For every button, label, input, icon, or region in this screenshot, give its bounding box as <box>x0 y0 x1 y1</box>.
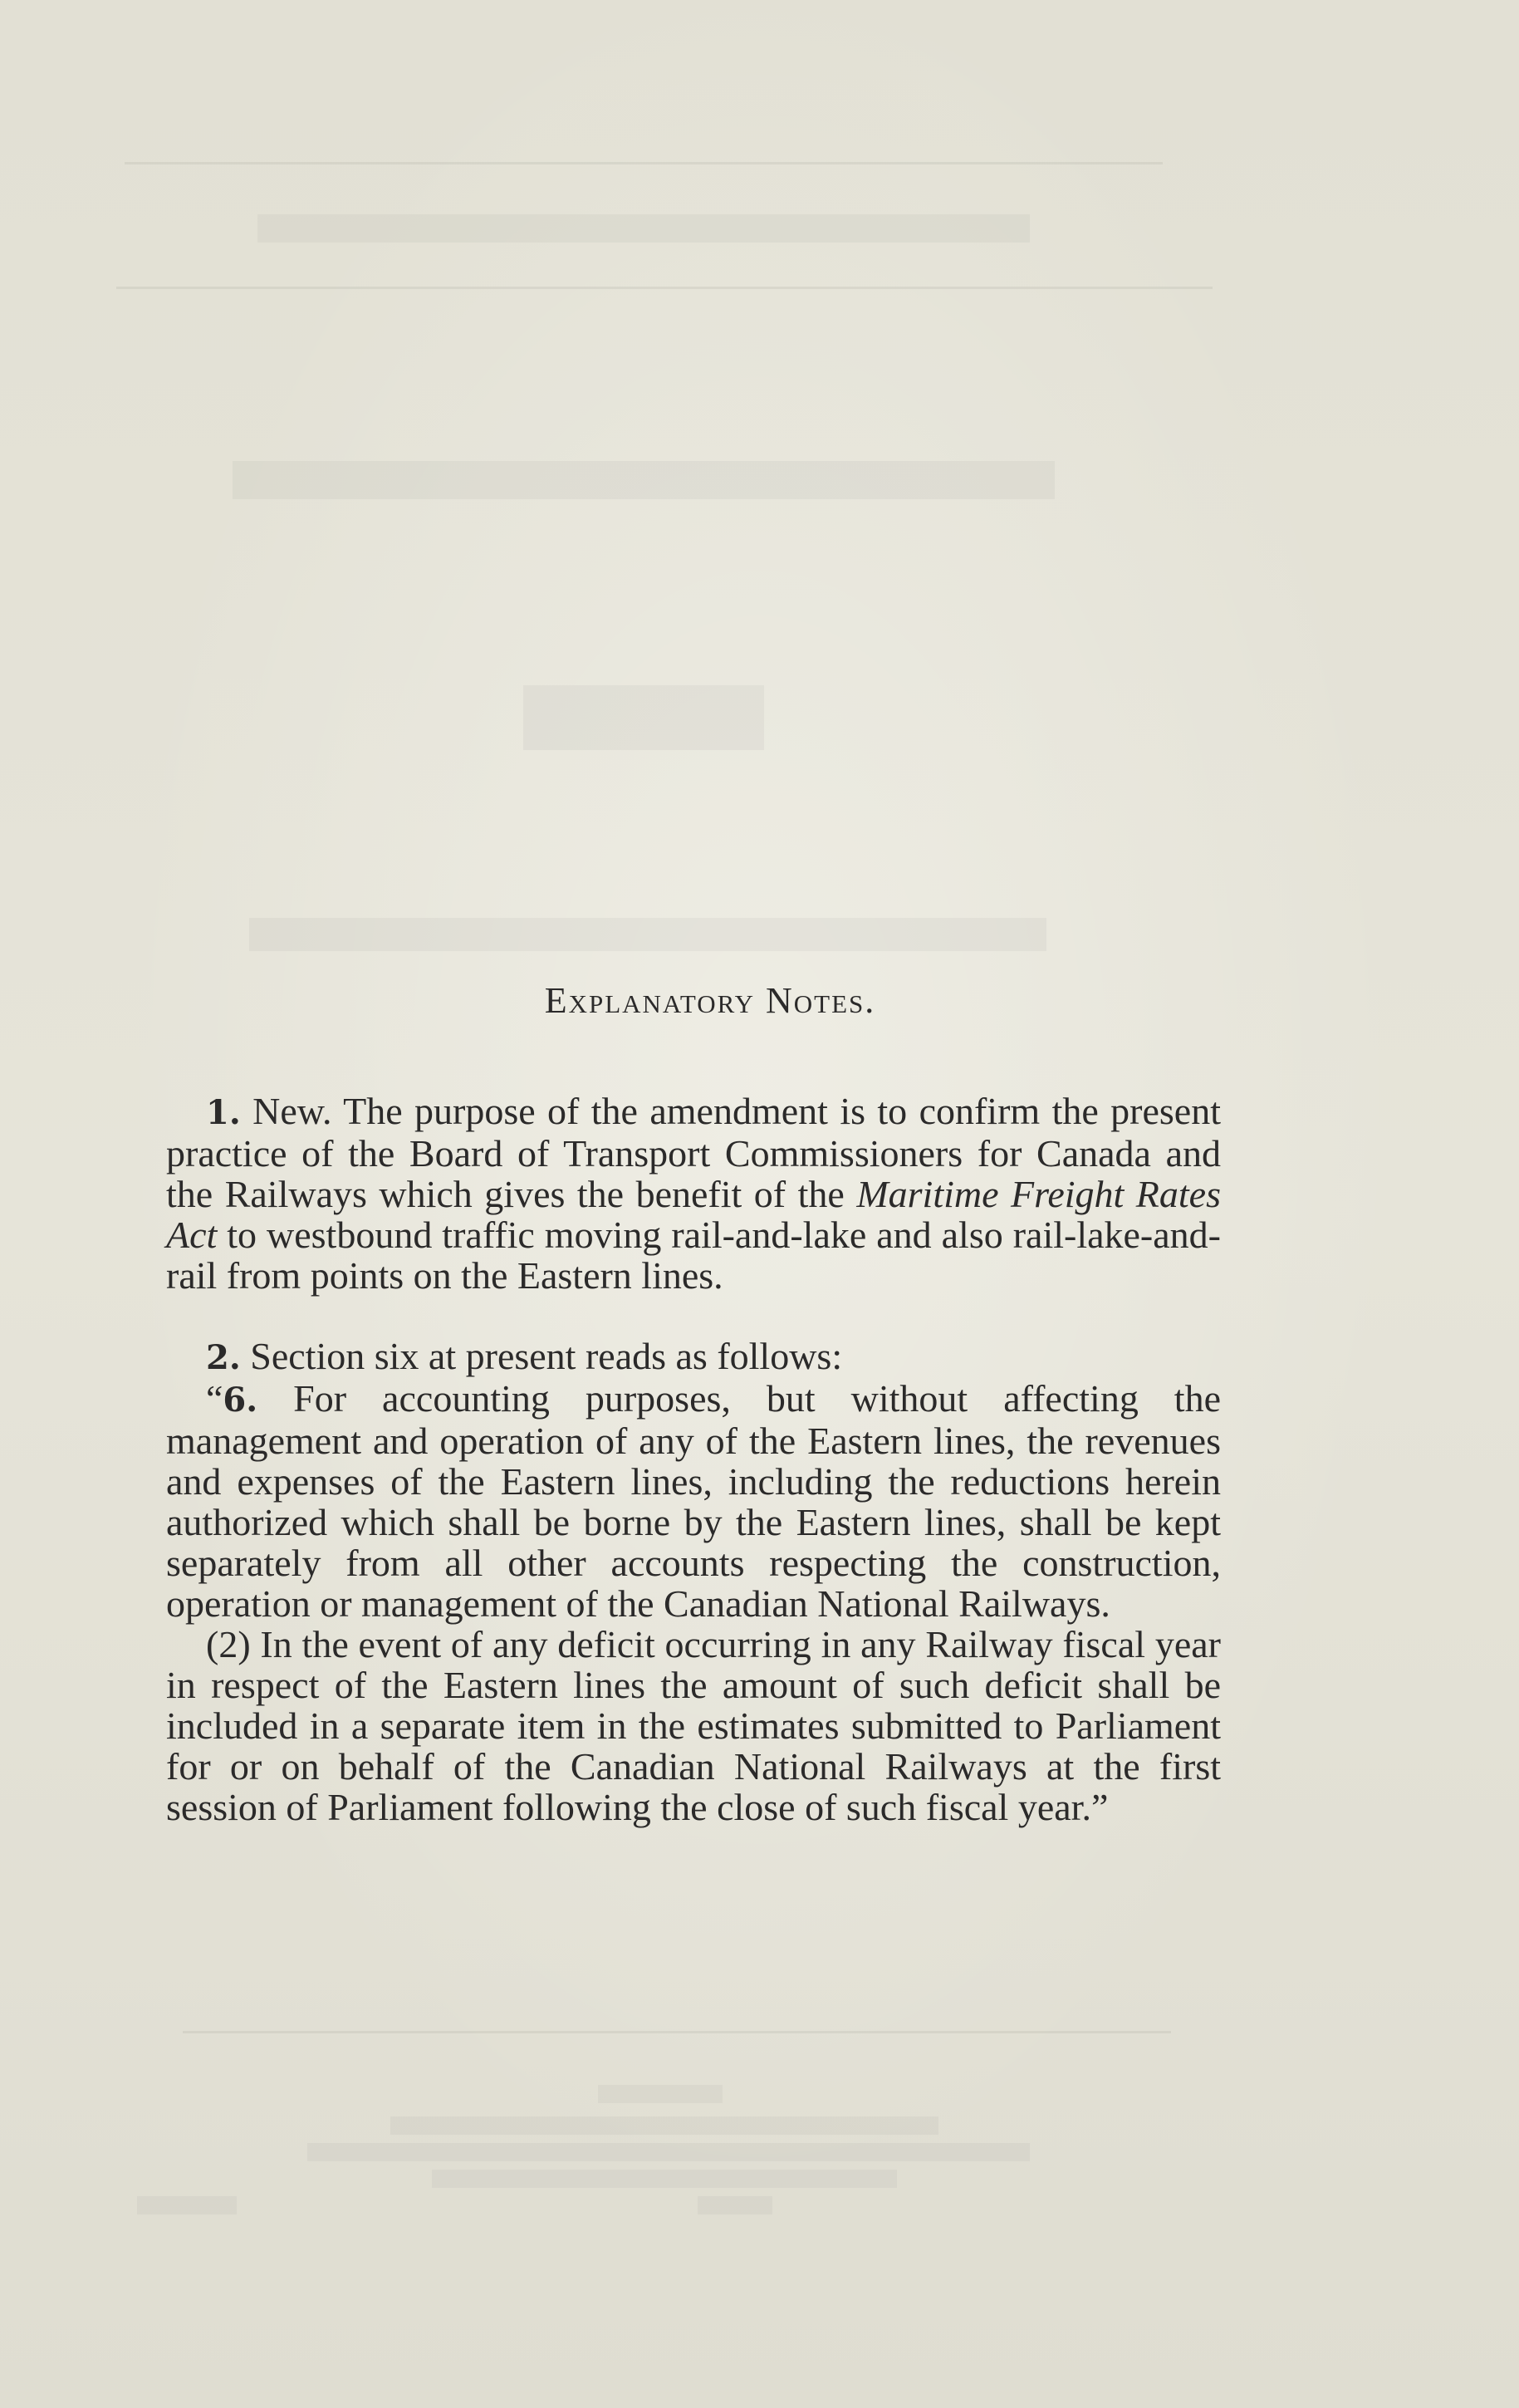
bleedthrough-text-house <box>233 461 1055 499</box>
note-1-number: 1. <box>206 1093 241 1132</box>
note-2-number: 2. <box>206 1338 241 1377</box>
bleedthrough-rule-top <box>125 162 1163 164</box>
section-6-number: 6. <box>223 1381 258 1420</box>
bleedthrough-text-printer-2 <box>390 2116 938 2135</box>
note-2 <box>166 1336 1221 1378</box>
section-6-quote <box>166 1378 1221 1624</box>
quote-open-mark: “ <box>206 1377 223 1420</box>
note-2-text: Section six at present reads as follows: <box>240 1335 843 1377</box>
bleedthrough-text-printer-4 <box>432 2170 897 2188</box>
bleedthrough-text-bill <box>523 685 764 750</box>
note-1-text-end: to westbound traffic moving rail-and-lake and also rail-lake-and-rail from points on the Eastern lines. <box>166 1214 1221 1297</box>
bleedthrough-text-printer-3 <box>307 2143 1030 2161</box>
section-6-text: For accounting purposes, but without affecting the management and operation of any of the Eastern lines, the revenues and expenses of the Eastern lines, including the reductions herein authorized which shall be borne by the Eastern lines, shall be kept separately from all other accounts respecting the construction, operation or management of the Canadian National Railways. <box>166 1377 1221 1625</box>
notes-heading: Explanatory Notes. <box>544 980 876 1021</box>
note-1 <box>166 1091 1221 1296</box>
act-title: Maritime Freight Rates Act <box>166 1173 1221 1256</box>
bleedthrough-text-printer-1 <box>598 2085 723 2103</box>
bleedthrough-text-printer-6 <box>698 2196 772 2214</box>
explanatory-notes <box>166 980 1221 1827</box>
bleedthrough-text-printer-5 <box>137 2196 237 2214</box>
section-6-subsection-2: (2) In the event of any deficit occurring in any Railway fiscal year in respect of the Eastern lines the amount of such deficit shall be included in a separate item in the estimates submitted to Parliament for or on behalf of the Canadian National Railways at the first session of Parliament following the close of such fiscal year.” <box>166 1623 1221 1828</box>
note-1-text-start: New. The purpose of the amendment is to confirm the present practice of the Board of Transport Commissioners for Canada and the Railways which gives the benefit of the <box>166 1090 1221 1215</box>
bleedthrough-text-session <box>257 214 1030 243</box>
bleedthrough-rule-second <box>116 287 1213 289</box>
bleedthrough-text-act <box>249 918 1046 951</box>
bleedthrough-rule-bottom <box>183 2031 1171 2033</box>
